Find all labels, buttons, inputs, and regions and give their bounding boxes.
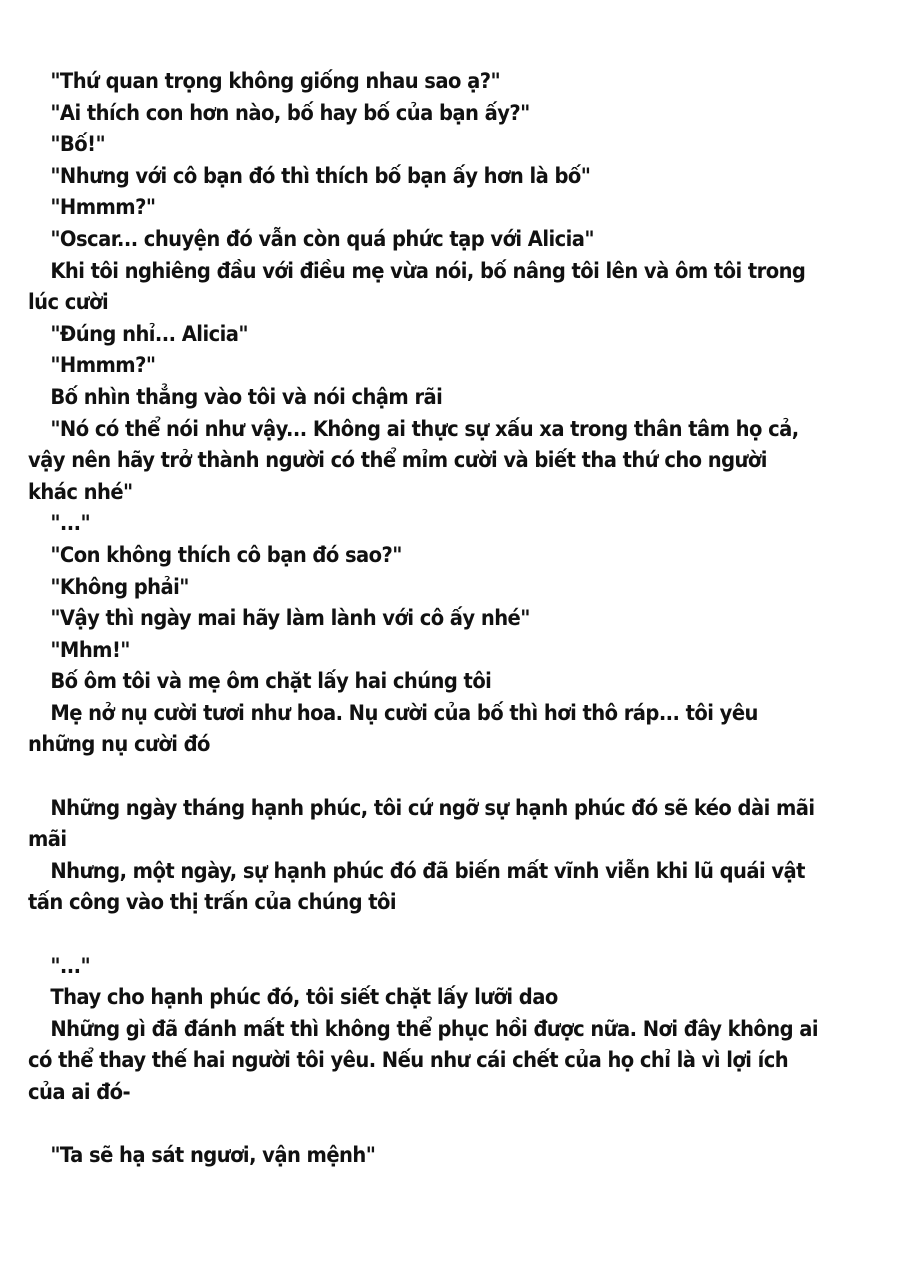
paragraph: "Hmmm?": [50, 195, 156, 220]
paragraph: "Bố!": [50, 132, 106, 157]
paragraph: "...": [50, 511, 91, 536]
paragraph: Bố nhìn thẳng vào tôi và nói chậm rãi: [50, 384, 443, 409]
paragraph: Những gì đã đánh mất thì không thể phục hồi được nữa. Nơi đây không ai có thể thay thế hai người tôi yêu. Nếu như cái chết của họ chỉ là vì lợi ích của ai đó-: [28, 1016, 819, 1104]
paragraph: Những ngày tháng hạnh phúc, tôi cứ ngỡ sự hạnh phúc đó sẽ kéo dài mãi mãi: [28, 795, 815, 852]
paragraph: "Con không thích cô bạn đó sao?": [50, 542, 402, 567]
blank-line: [28, 761, 819, 793]
paragraph: Nhưng, một ngày, sự hạnh phúc đó đã biến mất vĩnh viễn khi lũ quái vật tấn công vào thị trấn của chúng tôi: [28, 858, 805, 915]
paragraph: Khi tôi nghiêng đầu với điều mẹ vừa nói, bố nâng tôi lên và ôm tôi trong lúc cười: [28, 258, 806, 315]
paragraph: "Vậy thì ngày mai hãy làm lành với cô ấy nhé": [50, 606, 530, 631]
document-page: [28, 66, 819, 1172]
paragraph: "Ai thích con hơn nào, bố hay bố của bạn ấy?": [50, 100, 530, 125]
paragraph: "Nhưng với cô bạn đó thì thích bố bạn ấy hơn là bố": [50, 163, 591, 188]
blank-line: [28, 1109, 819, 1141]
paragraph: Bố ôm tôi và mẹ ôm chặt lấy hai chúng tôi: [50, 669, 492, 694]
paragraph: "Mhm!": [50, 637, 130, 662]
paragraph: "Hmmm?": [50, 353, 156, 378]
paragraph: Mẹ nở nụ cười tươi như hoa. Nụ cười của bố thì hơi thô ráp... tôi yêu những nụ cười đó: [28, 700, 758, 757]
paragraph: "Không phải": [50, 574, 189, 599]
paragraph: "Đúng nhỉ... Alicia": [50, 321, 248, 346]
paragraph: "...": [50, 953, 91, 978]
blank-line: [28, 919, 819, 951]
paragraph: "Oscar... chuyện đó vẫn còn quá phức tạp với Alicia": [50, 226, 595, 251]
paragraph: Thay cho hạnh phúc đó, tôi siết chặt lấy lưỡi dao: [50, 985, 558, 1010]
paragraph: "Thứ quan trọng không giống nhau sao ạ?": [50, 69, 501, 93]
paragraph: "Nó có thể nói như vậy... Không ai thực sự xấu xa trong thân tâm họ cả, vậy nên hãy trở thành người có thể mỉm cười và biết tha thứ cho người khác nhé": [28, 416, 799, 504]
closing-line: "Ta sẽ hạ sát ngươi, vận mệnh": [50, 1143, 376, 1168]
